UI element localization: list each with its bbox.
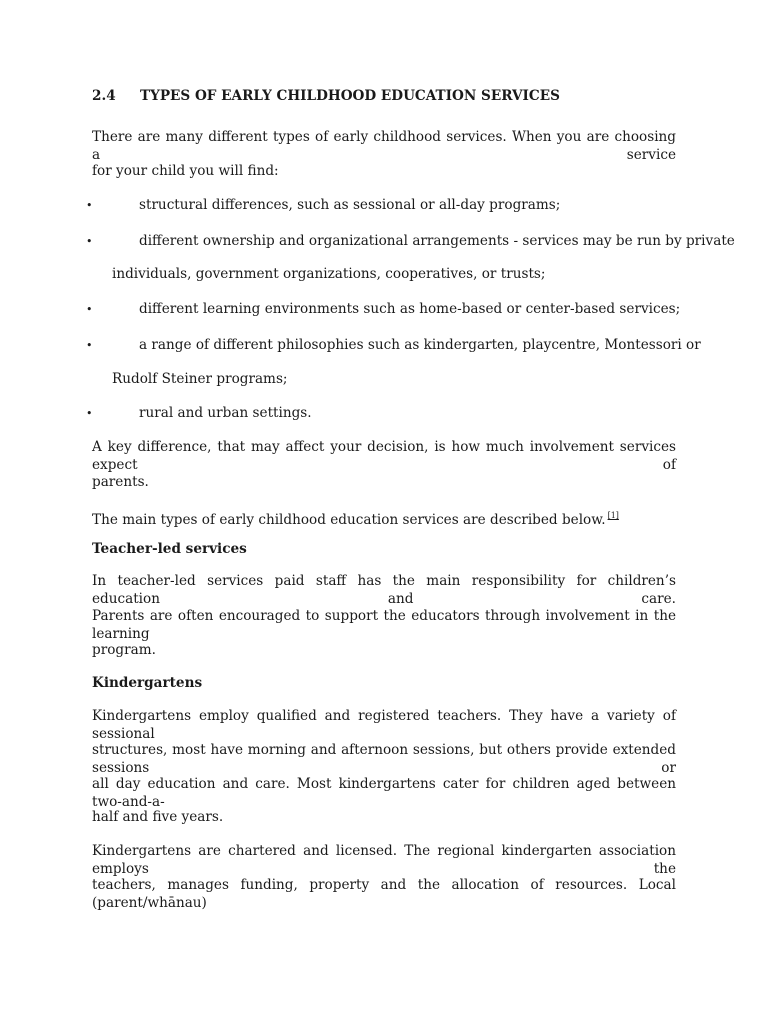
section-heading: [92, 87, 560, 105]
teacher-led-line-3: program.: [92, 642, 156, 658]
kindergartens-heading: Kindergartens: [92, 675, 203, 691]
kindergartens-p1-line-4: half and five years.: [92, 809, 224, 825]
bullet-text: a range of different philosophies such as kindergarten, playcentre, Montessori or: [139, 337, 701, 353]
kindergartens-p1-line-1: Kindergartens employ qualified and registered teachers. They have a variety of sessional: [92, 708, 676, 742]
kindergartens-p2-line-1: Kindergartens are chartered and licensed. The regional kindergarten association employs the: [92, 843, 676, 877]
kindergartens-p2-line-2: teachers, manages funding, property and the allocation of resources. Local (parent/whānau): [92, 877, 676, 911]
intro-line-1: There are many different types of early childhood services. When you are choosing a service: [92, 129, 676, 163]
bullet-icon: •: [86, 407, 93, 420]
footnote-link[interactable]: [1]: [607, 511, 619, 520]
bullet-icon: •: [86, 235, 93, 248]
kindergartens-p1-line-3: all day education and care. Most kindergartens cater for children aged between two-and-a-: [92, 776, 676, 810]
key-difference-line-1: A key difference, that may affect your decision, is how much involvement services expect of: [92, 439, 676, 473]
teacher-led-line-1: In teacher-led services paid staff has the main responsibility for children’s education and care.: [92, 573, 676, 607]
kindergartens-p1-line-2: structures, most have morning and afternoon sessions, but others provide extended sessions or: [92, 742, 676, 776]
main-types-paragraph: [92, 507, 619, 529]
bullet-icon: •: [86, 199, 93, 212]
bullet-text: structural differences, such as sessional or all-day programs;: [139, 197, 561, 213]
bullet-text: different learning environments such as home-based or center-based services;: [139, 301, 681, 317]
teacher-led-heading: Teacher-led services: [92, 541, 247, 557]
bullet-icon: •: [86, 303, 93, 316]
section-title: TYPES OF EARLY CHILDHOOD EDUCATION SERVICES: [140, 88, 560, 104]
bullet-text: different ownership and organizational arrangements - services may be run by private: [139, 233, 735, 249]
teacher-led-line-2: Parents are often encouraged to support the educators through involvement in the learning: [92, 608, 676, 642]
intro-line-2: for your child you will find:: [92, 163, 279, 179]
section-number: 2.4: [92, 88, 116, 104]
main-types-text: The main types of early childhood education services are described below.: [92, 512, 606, 528]
bullet-text-continued: individuals, government organizations, cooperatives, or trusts;: [112, 266, 546, 282]
bullet-text: rural and urban settings.: [139, 405, 312, 421]
bullet-icon: •: [86, 339, 93, 352]
bullet-text-continued: Rudolf Steiner programs;: [112, 371, 288, 387]
key-difference-line-2: parents.: [92, 474, 149, 490]
